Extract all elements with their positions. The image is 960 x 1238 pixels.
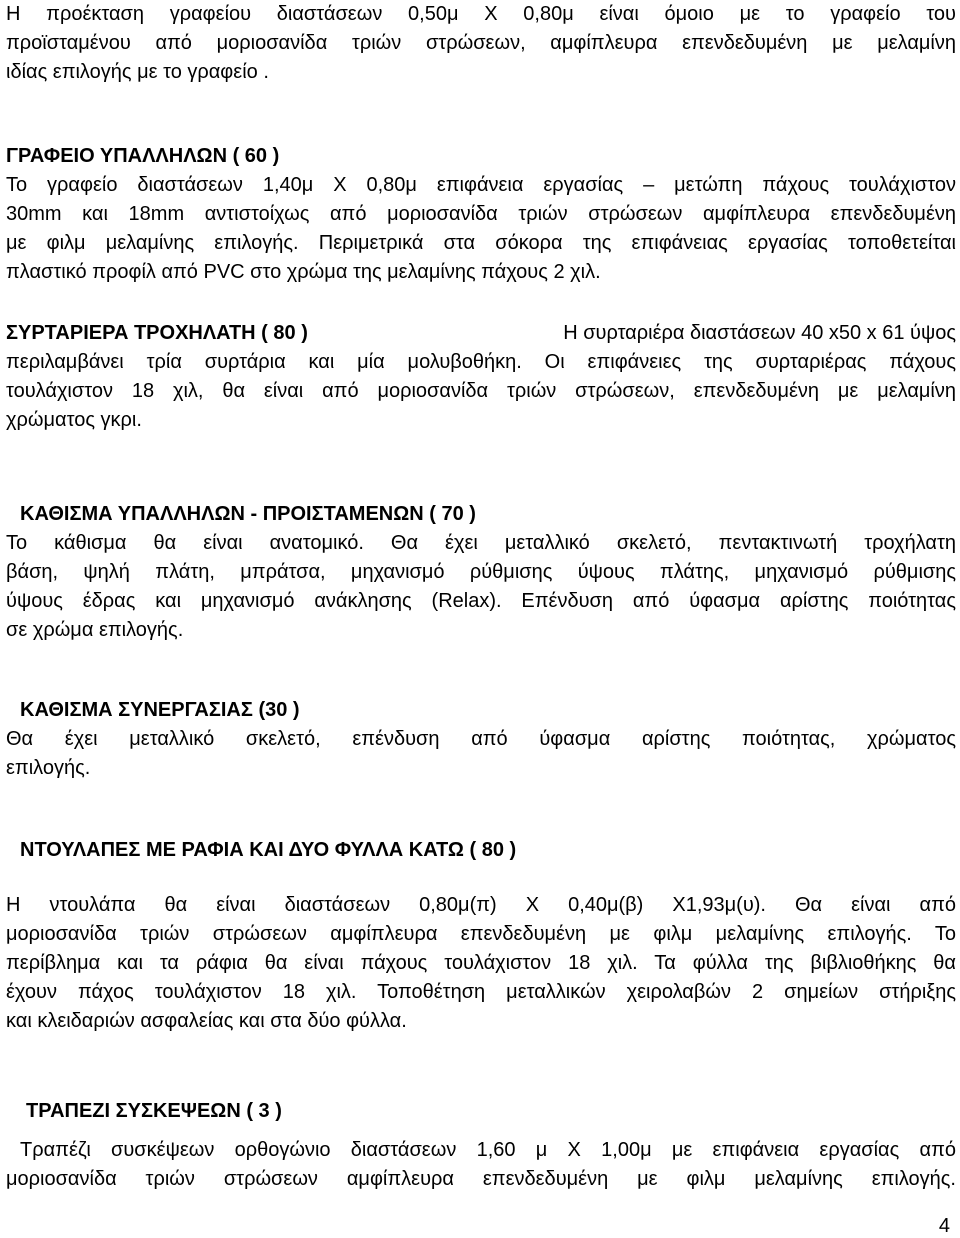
meeting-table-body <box>6 1136 956 1194</box>
text-line: βάση, ψηλή πλάτη, μπράτσα, μηχανισμό ρύθμισης ύψους πλάτης, μηχανισμό ρύθμισης <box>6 561 956 583</box>
text-line: Το γραφείο διαστάσεων 1,40μ Χ 0,80μ επιφάνεια εργασίας – μετώπη πάχους τουλάχιστον <box>6 174 956 196</box>
section-heading: ΚΑΘΙΣΜΑ ΣΥΝΕΡΓΑΣΙΑΣ (30 ) <box>20 699 300 721</box>
page-number: 4 <box>938 1215 950 1237</box>
text-line: 30mm και 18mm αντιστοίχως από μοριοσανίδα τριών στρώσεων αμφίπλευρα επενδεδυμένη <box>6 203 956 225</box>
text-line: ύψους έδρας και μηχανισμό ανάκλησης (Relax). Επένδυση από ύφασμα αρίστης ποιότητας <box>6 590 956 612</box>
intro-paragraph <box>6 0 956 87</box>
text-line: Θα έχει μεταλλικό σκελετό, επένδυση από ύφασμα αρίστης ποιότητας, χρώματος <box>6 728 956 750</box>
text-line: μοριοσανίδα τριών στρώσεων αμφίπλευρα επενδεδυμένη με φιλμ μελαμίνης επιλογής. <box>6 1168 956 1190</box>
text-line: σε χρώμα επιλογής. <box>6 619 184 641</box>
text-line: πλαστικό προφίλ από PVC στο χρώμα της μελαμίνης πάχους 2 χιλ. <box>6 261 601 283</box>
text-line: προϊσταμένου από μοριοσανίδα τριών στρώσεων, αμφίπλευρα επενδεδυμένη με μελαμίνη <box>6 32 956 54</box>
text-line: περιλαμβάνει τρία συρτάρια και μία μολυβοθήκη. Οι επιφάνειες της συρταριέρας πάχους <box>6 351 956 373</box>
wardrobe-section <box>6 836 956 865</box>
drawer-unit-section <box>6 319 956 435</box>
text-line: χρώματος γκρι. <box>6 409 142 431</box>
text-line: με φιλμ μελαμίνης επιλογής. Περιμετρικά στα σόκορα της επιφάνειας εργασίας τοποθετείται <box>6 232 956 254</box>
text-line: Τραπέζι συσκέψεων ορθογώνιο διαστάσεων 1,60 μ Χ 1,00μ με επιφάνεια εργασίας από <box>20 1139 956 1161</box>
section-first-line <box>6 319 956 348</box>
text-inline: Η συρταριέρα διαστάσεων 40 x50 x 61 ύψος <box>563 322 956 344</box>
text-line: περίβλημα και τα ράφια θα είναι πάχους τουλάχιστον 18 χιλ. Τα φύλλα της βιβλιοθήκης θα <box>6 952 956 974</box>
wardrobe-body <box>6 891 956 1036</box>
text-line: Η προέκταση γραφείου διαστάσεων 0,50μ Χ 0,80μ είναι όμοιο με το γραφείο του <box>6 3 956 25</box>
text-line: και κλειδαριών ασφαλείας και στα δύο φύλλα. <box>6 1010 407 1032</box>
meeting-chair-section <box>6 696 956 783</box>
text-line: Η ντουλάπα θα είναι διαστάσεων 0,80μ(π) Χ 0,40μ(β) Χ1,93μ(υ). Θα είναι από <box>6 894 956 916</box>
text-line: έχουν πάχος τουλάχιστον 18 χιλ. Τοποθέτηση μεταλλικών χειρολαβών 2 σημείων στήριξης <box>6 981 956 1003</box>
text-line: ιδίας επιλογής με το γραφείο . <box>6 61 269 83</box>
employee-chair-section <box>6 500 956 645</box>
text-line: επιλογής. <box>6 757 91 779</box>
text-line: μοριοσανίδα τριών στρώσεων αμφίπλευρα επενδεδυμένη με φιλμ μελαμίνης επιλογής. Το <box>6 923 956 945</box>
section-heading: ΝΤΟΥΛΑΠΕΣ ΜΕ ΡΑΦΙΑ ΚΑΙ ΔΥΟ ΦΥΛΛΑ ΚΑΤΩ ( 80 ) <box>20 839 517 861</box>
section-heading: ΚΑΘΙΣΜΑ ΥΠΑΛΛΗΛΩΝ - ΠΡΟΙΣΤΑΜΕΝΩΝ ( 70 ) <box>20 503 476 525</box>
text-line: Το κάθισμα θα είναι ανατομικό. Θα έχει μεταλλικό σκελετό, πεντακτινωτή τροχήλατη <box>6 532 956 554</box>
employee-desk-section <box>6 142 956 287</box>
section-heading: ΤΡΑΠΕΖΙ ΣΥΣΚΕΨΕΩΝ ( 3 ) <box>26 1100 282 1122</box>
text-line: τουλάχιστον 18 χιλ, θα είναι από μοριοσανίδα τριών στρώσεων, επενδεδυμένη με μελαμίνη <box>6 380 956 402</box>
section-heading: ΣΥΡΤΑΡΙΕΡΑ ΤΡΟΧΗΛΑΤΗ ( 80 ) <box>6 322 308 344</box>
meeting-table-section <box>6 1097 956 1126</box>
section-heading: ΓΡΑΦΕΙΟ ΥΠΑΛΛΗΛΩΝ ( 60 ) <box>6 145 280 167</box>
